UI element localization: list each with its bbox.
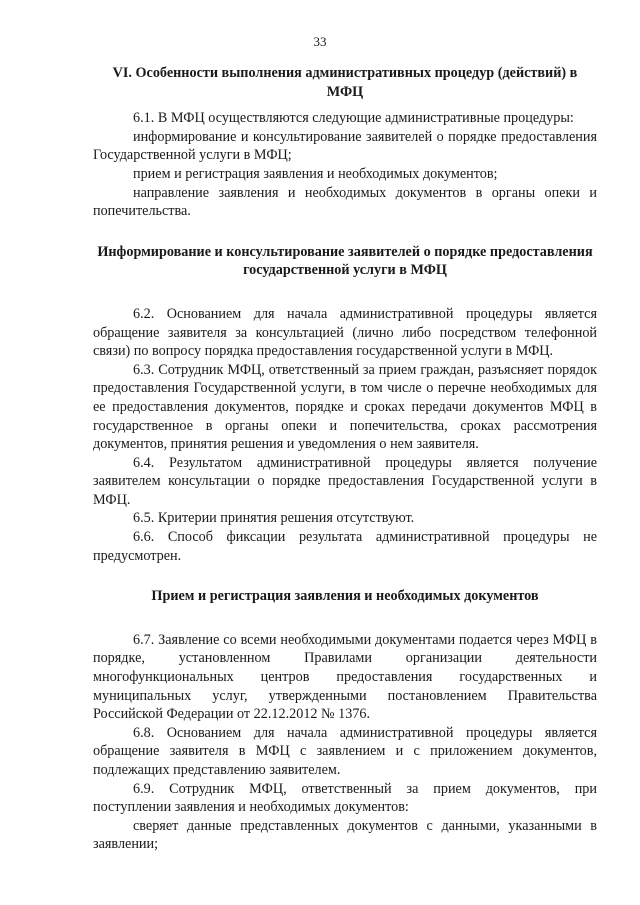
paragraph-6-4: 6.4. Результатом административной процедуры является получение заявителем консультации о порядке предоставления Государственной услуги в МФЦ. [93, 454, 597, 508]
paragraph-6-3: 6.3. Сотрудник МФЦ, ответственный за прием граждан, разъясняет порядок предоставления Государственной услуги, в том числе о перечне необходимых для ее предоставления документов, порядке и сроках передачи документов МФЦ в государственное в органы опеки и попечительства, сроках рассмотрения документов, принятия решения и уведомления о нем заявителя. [93, 361, 597, 453]
paragraph-6-1-item-3: направление заявления и необходимых документов в органы опеки и попечительства. [93, 184, 597, 220]
paragraph-6-6: 6.6. Способ фиксации результата административной процедуры не предусмотрен. [93, 529, 597, 564]
paragraph-6-2: 6.2. Основанием для начала административной процедуры является обращение заявителя за консультацией (лично либо посредством телефонной связи) по вопросу порядка предоставления государственной услуги в МФЦ. [93, 305, 597, 360]
paragraph-6-8: 6.8. Основанием для начала административной процедуры является обращение заявителя в МФЦ с заявлением и с приложением документов, подлежащих представлению заявителем. [93, 724, 597, 778]
page-number: 33 [313, 34, 327, 49]
paragraph-6-5: 6.5. Критерии принятия решения отсутствуют. [133, 510, 415, 527]
document-body [93, 64, 597, 854]
paragraph-6-9: 6.9. Сотрудник МФЦ, ответственный за прием документов, при поступлении заявления и необходимых документов: [93, 780, 597, 816]
paragraph-6-1-item-2: прием и регистрация заявления и необходимых документов; [133, 165, 498, 182]
section-title: VI. Особенности выполнения административных процедур (действий) в МФЦ [112, 65, 578, 100]
paragraph-6-1-item-1: информирование и консультирование заявителей о порядке предоставления Государственной услуги в МФЦ; [93, 128, 597, 164]
paragraph-6-7: 6.7. Заявление со всеми необходимыми документами подается через МФЦ в порядке, установленном Правилами организации деятельности многофункциональных центров предоставления государственных и муниципальных услуг, утвержденными постановлением Правительства Российской Федерации от 22.12.2012 № 1376. [93, 631, 597, 723]
paragraph-6-1: 6.1. В МФЦ осуществляются следующие административные процедуры: [133, 110, 574, 127]
subheading-informing: Информирование и консультирование заявителей о порядке предоставления государственной услуги в МФЦ [97, 243, 593, 279]
paragraph-6-9-item-1: сверяет данные представленных документов с данными, указанными в заявлении; [93, 817, 597, 853]
subheading-reception: Прием и регистрация заявления и необходимых документов [151, 588, 539, 605]
